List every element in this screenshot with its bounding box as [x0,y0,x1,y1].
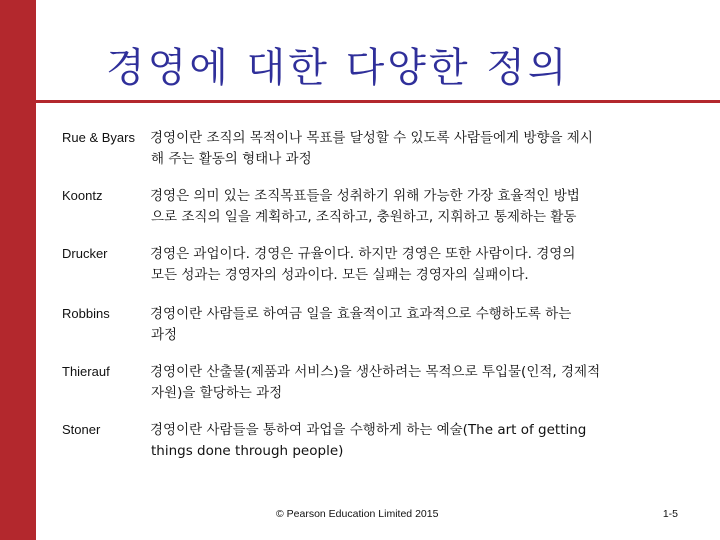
definition-line: 과정 [151,327,178,343]
definition-text [150,128,710,170]
definition-line: 자원)을 할당하는 과정 [151,385,283,401]
definition-author: Drucker [62,246,108,261]
definition-line: 모든 성과는 경영자의 성과이다. 모든 실패는 경영자의 실패이다. [151,267,529,283]
definition-text [150,186,710,228]
definition-text [150,244,710,286]
accent-sidebar-bar [0,0,36,540]
definition-author: Stoner [62,422,101,437]
page-number: 1-5 [662,508,678,520]
definition-line: 해 주는 활동의 형태나 과정 [151,151,312,167]
definition-author: Thierauf [62,364,110,379]
definition-author: Rue & Byars [62,130,135,145]
definition-text [150,304,710,346]
definition-line: 경영이란 조직의 목적이나 목표를 달성할 수 있도록 사람들에게 방향을 제시 [150,130,593,146]
title-area [36,0,720,103]
definition-line: 경영이란 산출물(제품과 서비스)을 생산하려는 목적으로 투입물(인적, 경제적 [150,364,601,380]
definition-text [150,362,710,404]
definition-line: 경영이란 사람들로 하여금 일을 효율적이고 효과적으로 수행하도록 하는 [150,306,572,322]
copyright-footer: © Pearson Education Limited 2015 [276,508,439,520]
definition-line: things done through people) [151,443,344,459]
definition-line: 으로 조직의 일을 계획하고, 조직하고, 충원하고, 지휘하고 통제하는 활동 [151,209,577,225]
definition-author: Koontz [62,188,103,203]
slide-title: 경영에 대한 다양한 정의 [106,45,570,91]
definition-author: Robbins [62,306,110,321]
definition-text [150,420,710,462]
definition-line: 경영은 의미 있는 조직목표들을 성취하기 위해 가능한 가장 효율적인 방법 [150,188,580,204]
title-divider [36,100,720,103]
definition-line: 경영이란 사람들을 통하여 과업을 수행하게 하는 예술(The art of getting [150,422,587,438]
definition-line: 경영은 과업이다. 경영은 규율이다. 하지만 경영은 또한 사람이다. 경영의 [150,246,576,262]
